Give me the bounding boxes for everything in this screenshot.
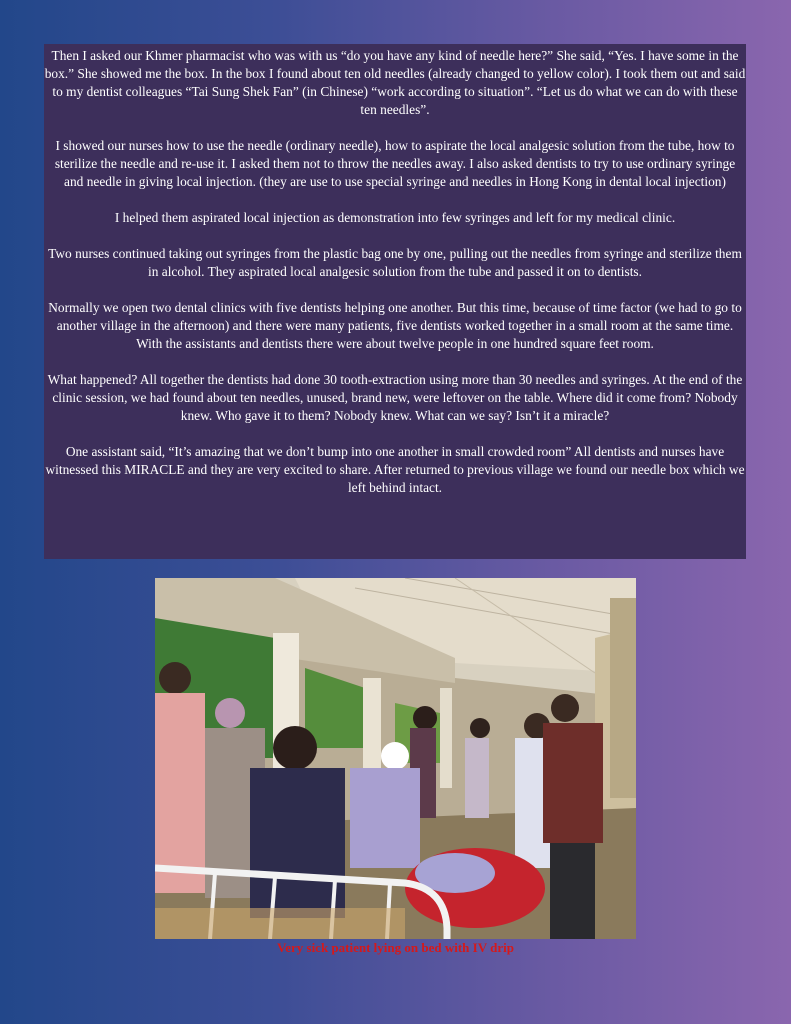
clinic-photo-illustration	[155, 578, 636, 939]
paragraph-7: One assistant said, “It’s amazing that we don’t bump into one another in small crowded room” All dentists and nurses have witnessed this MIRACLE and they are very excited to share. After returned to previous village we found our needle box which we left behind intact.	[45, 444, 745, 495]
clinic-photo	[155, 578, 636, 939]
paragraph-3: I helped them aspirated local injection as demonstration into few syringes and left for my medical clinic.	[114, 210, 676, 225]
paragraph-4: Two nurses continued taking out syringes from the plastic bag one by one, pulling out the needles from syringe and sterilize them in alcohol. They aspirated local analgesic solution from the tube and passed it on to dentists.	[48, 246, 742, 279]
photo-caption: Very sick patient lying on bed with IV drip	[277, 940, 514, 955]
paragraph-2: I showed our nurses how to use the needle (ordinary needle), how to aspirate the local analgesic solution from the tube, how to sterilize the needle and re-use it. I asked them not to throw the needles away. I also asked dentists to try to use ordinary syringe and needle in giving local injection. (they are use to use special syringe and needles in Hong Kong in dental local injection)	[54, 138, 736, 189]
paragraph-6: What happened? All together the dentists had done 30 tooth-extraction using more than 30 needles and syringes. At the end of the clinic session, we had found about ten needles, unused, brand new, were leftover on the table. Where did it come from? Nobody knew. Who gave it to them? Nobody knew. What can we say? Isn’t it a miracle?	[47, 372, 743, 423]
paragraph-1: Then I asked our Khmer pharmacist who was with us “do you have any kind of needle here?” She said, “Yes. I have some in the box.” She showed me the box. In the box I found about ten old needles (already changed to yellow color). I took them out and said to my dentist colleagues “Tai Sung Shek Fan” (in Chinese) “work according to situation”. “Let us do what we can do with these ten needles”.	[44, 48, 746, 117]
paragraph-5: Normally we open two dental clinics with five dentists helping one another. But this time, because of time factor (we had to go to another village in the afternoon) and there were many patients, five dentists worked together in a small room at the same time. With the assistants and dentists there were about twelve people in one hundred square feet room.	[48, 300, 742, 351]
article-text-box	[44, 44, 746, 559]
